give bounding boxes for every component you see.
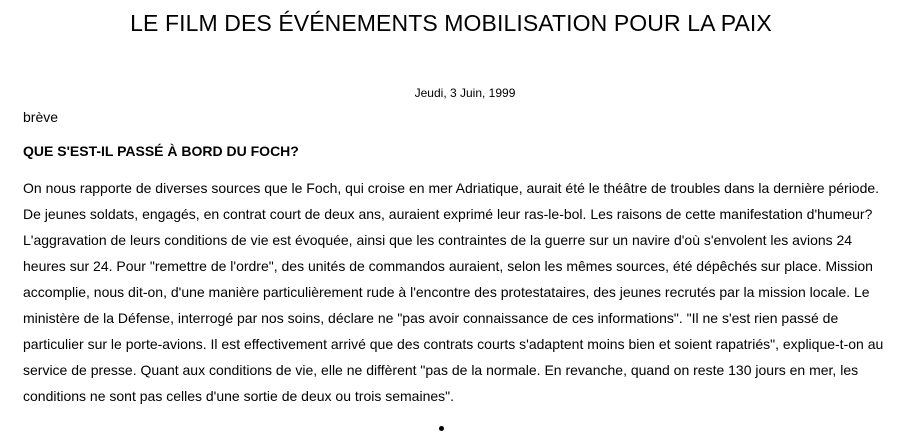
- page-title: LE FILM DES ÉVÉNEMENTS MOBILISATION POUR LA PAIX: [130, 10, 772, 36]
- separator-dot: [439, 426, 444, 431]
- article-date: Jeudi, 3 Juin, 1999: [414, 86, 516, 100]
- article-body: On nous rapporte de diverses sources que le Foch, qui croise en mer Adriatique, aurait été le théâtre de troubles dans la dernière période. De jeunes soldats, engagés, en contrat court de deux ans, auraient exprimé leur ras-le-bol. Les raisons de cette manifestation d'humeur? L'aggravation de leurs conditions de vie est évoquée, ainsi que les contraintes de la guerre sur un navire d'où s'envolent les avions 24 heures sur 24. Pour "remettre de l'ordre", des unités de commandos auraient, selon les mêmes sources, été dépêchés sur place. Mission accomplie, nous dit-on, d'une manière particulièrement rude à l'encontre des protestataires, des jeunes recrutés par la mission locale. Le ministère de la Défense, interrogé par nos soins, déclare ne "pas avoir connaissance de ces informations". "Il ne s'est rien passé de particulier sur le porte-avions. Il est effectivement arrivé que des contrats courts s'adaptent moins bien et soient rapatriés", explique-t-on au service de presse. Quant aux conditions de vie, elle ne diffèrent "pas de la normale. En revanche, quand on reste 130 jours en mer, les conditions ne sont pas celles d'une sortie de deux ou trois semaines".: [23, 180, 884, 404]
- article-category: brève: [23, 109, 59, 125]
- article-headline: QUE S'EST-IL PASSÉ À BORD DU FOCH?: [23, 143, 299, 159]
